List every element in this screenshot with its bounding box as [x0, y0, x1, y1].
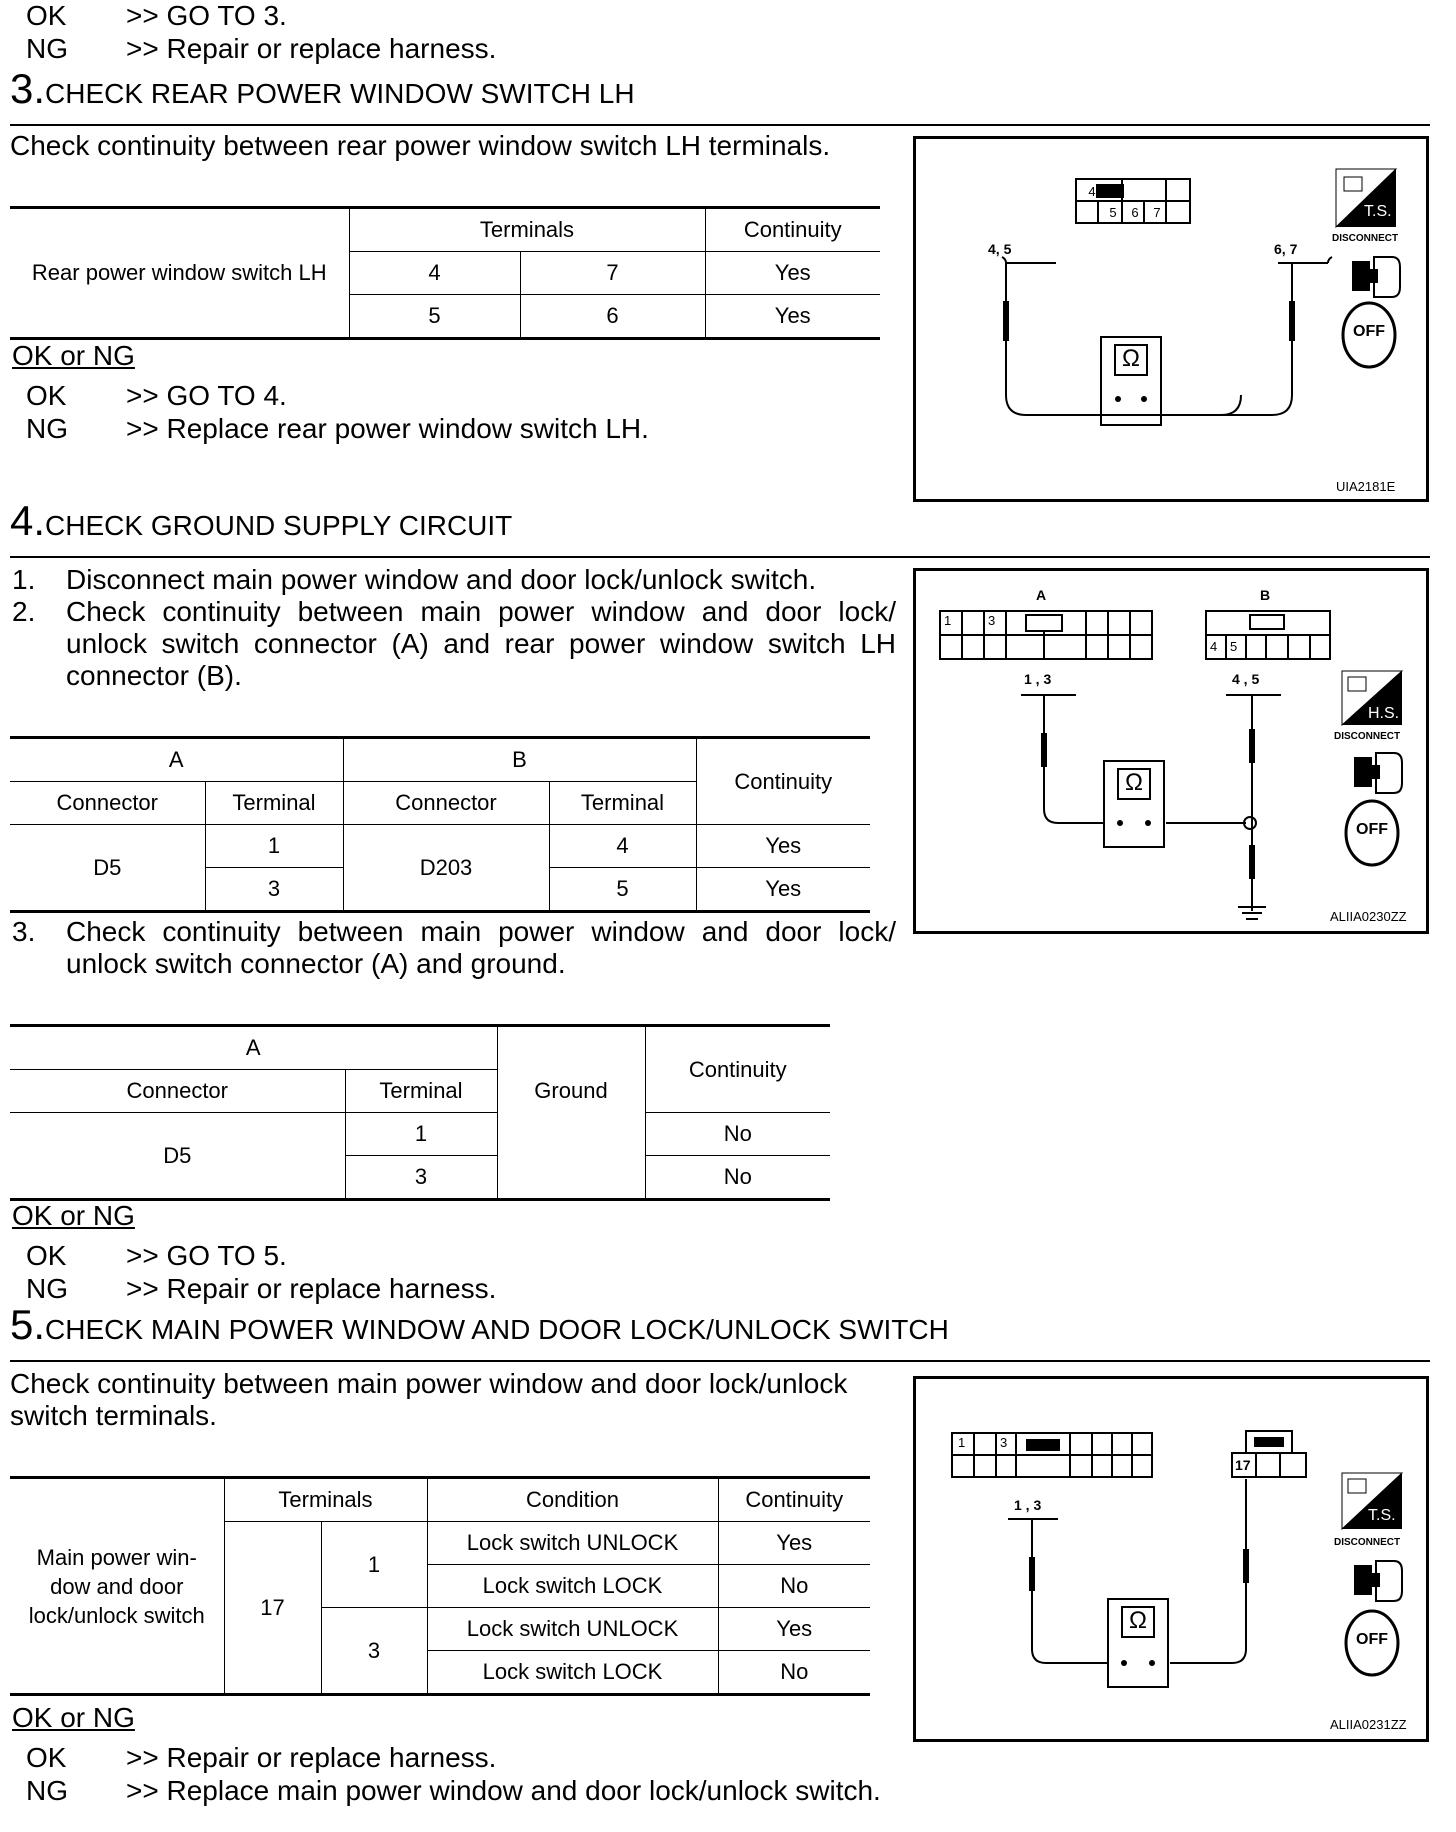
figure-id: UIA2181E	[1336, 479, 1396, 494]
step5-instruction: switch terminals.	[10, 1400, 217, 1431]
step5-instruction: Check continuity between main power window and door lock/unlock	[10, 1368, 848, 1399]
ng-action: >> Replace rear power window switch LH.	[126, 413, 649, 444]
cell: Yes	[705, 295, 880, 339]
ng-label: NG	[26, 413, 68, 444]
cell: 4	[349, 252, 520, 295]
cell: No	[645, 1156, 830, 1200]
cell: Yes	[718, 1608, 870, 1651]
header-terminal: Terminal	[205, 782, 343, 825]
step-title: CHECK MAIN POWER WINDOW AND DOOR LOCK/UNLOCK SWITCH	[45, 1314, 949, 1345]
cell: 3	[205, 868, 343, 912]
row-label: Rear power window switch LH	[10, 208, 349, 339]
cell: 1	[321, 1522, 427, 1608]
row-label-line: lock/unlock switch	[28, 1602, 205, 1628]
cell: Lock switch UNLOCK	[427, 1608, 718, 1651]
cell: 4	[549, 825, 696, 868]
off-label: OFF	[1356, 821, 1388, 838]
ok-label: OK	[26, 0, 67, 31]
list-item: Check continuity between main power window and door lock/ unlock switch connector (A) and ground.	[66, 916, 896, 979]
ok-label: OK	[26, 1742, 67, 1773]
header-connector: Connector	[10, 782, 205, 825]
cell: Yes	[705, 252, 880, 295]
step4-table2	[10, 1024, 830, 1201]
hs-label: H.S.	[1368, 705, 1400, 722]
pin-label: 17	[1235, 1457, 1251, 1473]
pin-label: 6	[1131, 205, 1139, 220]
cell: Lock switch LOCK	[427, 1651, 718, 1695]
ok-label: OK	[26, 380, 67, 411]
section-rule	[10, 1360, 1430, 1362]
row-label-line: dow and door	[50, 1573, 184, 1599]
ok-action: >> GO TO 3.	[126, 0, 287, 31]
ng-action: >> Repair or replace harness.	[126, 1273, 497, 1304]
step-number: 4.	[10, 497, 46, 544]
header-a: A	[10, 738, 343, 782]
ng-action: >> Repair or replace harness.	[126, 33, 497, 64]
header-continuity: Continuity	[705, 208, 880, 252]
ok-or-ng-heading: OK or NG	[12, 1200, 135, 1231]
lead-label: 4 , 5	[1232, 671, 1260, 687]
pin-label: 3	[988, 613, 996, 628]
ng-label: NG	[26, 33, 68, 64]
connector-b-label: B	[1260, 587, 1271, 603]
header-continuity: Continuity	[718, 1478, 870, 1522]
lead-label: 4, 5	[988, 241, 1012, 257]
disconnect-label: DISCONNECT	[1332, 233, 1399, 244]
header-continuity: Continuity	[645, 1026, 830, 1113]
step-title: CHECK GROUND SUPPLY CIRCUIT	[45, 510, 513, 541]
ohm-icon: Ω	[1129, 1607, 1147, 1634]
cell: Lock switch LOCK	[427, 1565, 718, 1608]
ok-action: >> GO TO 5.	[126, 1240, 287, 1271]
step-number: 5.	[10, 1301, 46, 1348]
cell: 1	[345, 1113, 497, 1156]
wiring-diagram	[916, 139, 1426, 499]
step-number: 3.	[10, 65, 46, 112]
cell: D5	[10, 825, 205, 912]
pin-label: 4	[1088, 184, 1096, 199]
header-terminal: Terminal	[345, 1070, 497, 1113]
cell: No	[645, 1113, 830, 1156]
pin-label: 5	[1230, 639, 1238, 654]
row-label	[10, 1478, 224, 1695]
cell: No	[718, 1651, 870, 1695]
header-terminals: Terminals	[224, 1478, 427, 1522]
cell: 17	[224, 1522, 321, 1695]
lead-label: 1 , 3	[1024, 671, 1052, 687]
cell: Yes	[696, 825, 870, 868]
cell: 5	[349, 295, 520, 339]
cell: Lock switch UNLOCK	[427, 1522, 718, 1565]
cell: 7	[520, 252, 705, 295]
ok-action: >> GO TO 4.	[126, 380, 287, 411]
ok-or-ng-heading: OK or NG	[12, 1702, 135, 1733]
ng-label: NG	[26, 1775, 68, 1806]
header-condition: Condition	[427, 1478, 718, 1522]
step5-diagram	[913, 1376, 1429, 1742]
pin-label: 1	[944, 613, 952, 628]
header-continuity: Continuity	[696, 738, 870, 825]
cell: D5	[10, 1113, 345, 1200]
step4-table1	[10, 736, 870, 913]
ts-label: T.S.	[1364, 203, 1392, 220]
pin-label: 1	[958, 1435, 966, 1450]
step5-table	[10, 1476, 870, 1696]
list-number: 3.	[12, 916, 36, 947]
step4-heading	[10, 497, 513, 544]
header-connector: Connector	[343, 782, 549, 825]
ohm-icon: Ω	[1125, 769, 1143, 796]
list-item: Disconnect main power window and door lock/unlock switch.	[66, 564, 817, 595]
step5-heading	[10, 1301, 949, 1348]
figure-id: ALIIA0230ZZ	[1330, 909, 1407, 924]
cell: 3	[321, 1608, 427, 1695]
list-number: 2.	[12, 596, 36, 627]
step-title: CHECK REAR POWER WINDOW SWITCH LH	[45, 78, 635, 109]
cell: 5	[549, 868, 696, 912]
step3-heading	[10, 65, 635, 112]
step4-diagram	[913, 568, 1429, 934]
list-number: 1.	[12, 564, 36, 595]
cell: 3	[345, 1156, 497, 1200]
cell: Yes	[718, 1522, 870, 1565]
connector-a-label: A	[1036, 587, 1047, 603]
row-label-line: Main power win-	[36, 1544, 197, 1570]
lead-label: 1 , 3	[1014, 1497, 1042, 1513]
pin-label: 3	[1000, 1435, 1008, 1450]
disconnect-label: DISCONNECT	[1334, 1537, 1401, 1548]
cell: No	[718, 1565, 870, 1608]
header-b: B	[343, 738, 696, 782]
ground-spacer	[497, 1156, 645, 1200]
header-terminals: Terminals	[349, 208, 705, 252]
header-terminal: Terminal	[549, 782, 696, 825]
step3-table	[10, 206, 880, 340]
header-a: A	[10, 1026, 497, 1070]
step3-diagram	[913, 136, 1429, 502]
step3-instruction: Check continuity between rear power window switch LH terminals.	[10, 130, 831, 161]
lead-label: 6, 7	[1274, 241, 1298, 257]
ok-or-ng-heading: OK or NG	[12, 340, 135, 371]
wiring-diagram	[916, 1379, 1426, 1739]
section-rule	[10, 556, 1430, 558]
pin-label: 5	[1109, 205, 1117, 220]
ng-label: NG	[26, 1273, 68, 1304]
off-label: OFF	[1356, 1631, 1388, 1648]
ng-action: >> Replace main power window and door lock/unlock switch.	[126, 1775, 881, 1806]
ok-action: >> Repair or replace harness.	[126, 1742, 497, 1773]
cell: 6	[520, 295, 705, 339]
cell: Yes	[696, 868, 870, 912]
off-label: OFF	[1353, 323, 1385, 340]
ts-label: T.S.	[1368, 1507, 1396, 1524]
header-ground: Ground	[497, 1026, 645, 1156]
pin-label: 7	[1153, 205, 1161, 220]
disconnect-label: DISCONNECT	[1334, 731, 1401, 742]
cell: D203	[343, 825, 549, 912]
pin-label: 4	[1210, 639, 1218, 654]
ohm-icon: Ω	[1122, 345, 1140, 372]
cell: 1	[205, 825, 343, 868]
ok-label: OK	[26, 1240, 67, 1271]
section-rule	[10, 124, 1430, 126]
figure-id: ALIIA0231ZZ	[1330, 1717, 1407, 1732]
list-item: Check continuity between main power window and door lock/ unlock switch connector (A) and rear power window switch LH connector (B).	[66, 596, 896, 691]
header-connector: Connector	[10, 1070, 345, 1113]
